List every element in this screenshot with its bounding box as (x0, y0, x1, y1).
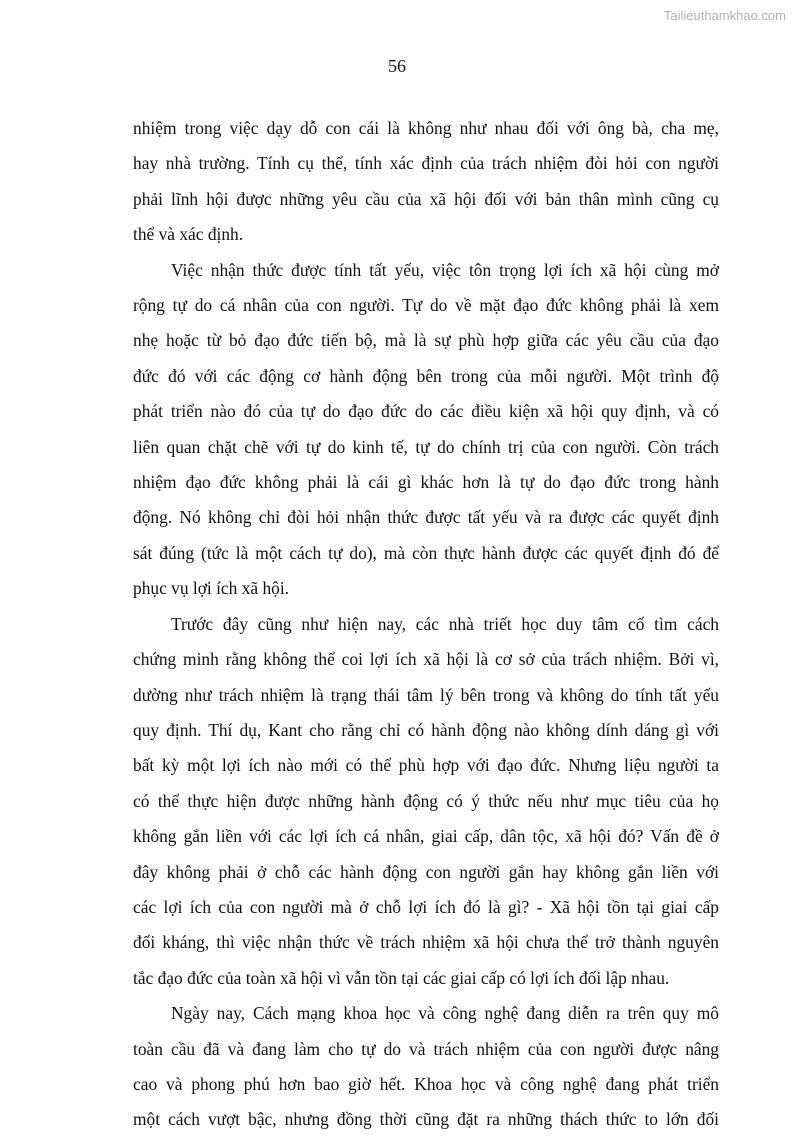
watermark: Tailieuthamkhao.com (663, 8, 786, 23)
text-line: dường như trách nhiệm là trạng thái tâm lý bên trong và không do tính tất yếu (133, 684, 719, 705)
page-number: 56 (388, 56, 406, 76)
text-line: một cách vượt bậc, nhưng đồng thời cũng đặt ra những thách thức to lớn đối (133, 1109, 719, 1130)
text-line: toàn cầu đã và đang làm cho tự do và trách nhiệm của con người được nâng (133, 1038, 719, 1059)
text-line: Trước đây cũng như hiện nay, các nhà triết học duy tâm cố tìm cách (171, 613, 719, 634)
text-line: nhiệm trong việc dạy dỗ con cái là không như nhau đối với ông bà, cha mẹ, (133, 118, 719, 138)
text-line: quy định. Thí dụ, Kant cho rằng chỉ có hành động nào không dính dáng gì với (133, 719, 719, 740)
text-line: các lợi ích của con người mà ở chỗ lợi ích đó là gì? - Xã hội tồn tại giai cấp (133, 896, 719, 917)
document-body (133, 111, 719, 1138)
text-line: động. Nó không chỉ đòi hỏi nhận thức được tất yếu và ra được các quyết định (133, 507, 719, 528)
text-line: rộng tự do cá nhân của con người. Tự do về mặt đạo đức không phải là xem (133, 295, 719, 316)
text-line: phục vụ lợi ích xã hội. (133, 578, 290, 599)
text-line: liên quan chặt chẽ với tự do kinh tế, tự do chính trị của con người. Còn trách (133, 436, 719, 457)
text-line: nhiệm đạo đức không phải là cái gì khác hơn là tự do đạo đức trong hành (133, 472, 719, 493)
text-line: phát triển nào đó của tự do đạo đức do các điều kiện xã hội quy định, và có (133, 401, 719, 422)
text-line: đối kháng, thì việc nhận thức về trách nhiệm xã hội chưa thể trở thành nguyên (133, 932, 719, 953)
text-line: Ngày nay, Cách mạng khoa học và công nghệ đang diễn ra trên quy mô (171, 1003, 719, 1024)
text-line: chứng minh rằng không thể coi lợi ích xã hội là cơ sở của trách nhiệm. Bởi vì, (133, 649, 719, 670)
text-line: không gắn liền với các lợi ích cá nhân, giai cấp, dân tộc, xã hội đó? Vấn đề ở (133, 826, 719, 847)
text-line: có thể thực hiện được những hành động có ý thức nếu như mục tiêu của họ (133, 790, 719, 811)
text-line: sát đúng (tức là một cách tự do), mà còn thực hành được các quyết định đó để (133, 542, 719, 563)
text-line: bất kỳ một lợi ích nào mới có thể phù hợp với đạo đức. Nhưng liệu người ta (133, 755, 719, 776)
text-line: phải lĩnh hội được những yêu cầu của xã hội đối với bản thân mình cũng cụ (133, 188, 719, 209)
text-line: thể và xác định. (133, 224, 244, 245)
text-line: đây không phải ở chỗ các hành động con người gắn hay không gắn liền với (133, 861, 719, 882)
text-line: tắc đạo đức của toàn xã hội vì vẫn tồn tại các giai cấp có lợi ích đối lập nhau. (133, 967, 670, 988)
text-line: hay nhà trường. Tính cụ thể, tính xác định của trách nhiệm đòi hỏi con người (133, 153, 719, 174)
text-line: đức đó với các động cơ hành động bên trong của mỗi người. Một trình độ (133, 365, 719, 386)
text-line: Việc nhận thức được tính tất yếu, việc tôn trọng lợi ích xã hội cùng mở (171, 259, 719, 280)
text-line: nhẹ hoặc từ bỏ đạo đức tiến bộ, mà là sự phù hợp giữa các yêu cầu của đạo (133, 330, 719, 351)
text-line: cao và phong phú hơn bao giờ hết. Khoa học và công nghệ đang phát triển (133, 1073, 719, 1094)
